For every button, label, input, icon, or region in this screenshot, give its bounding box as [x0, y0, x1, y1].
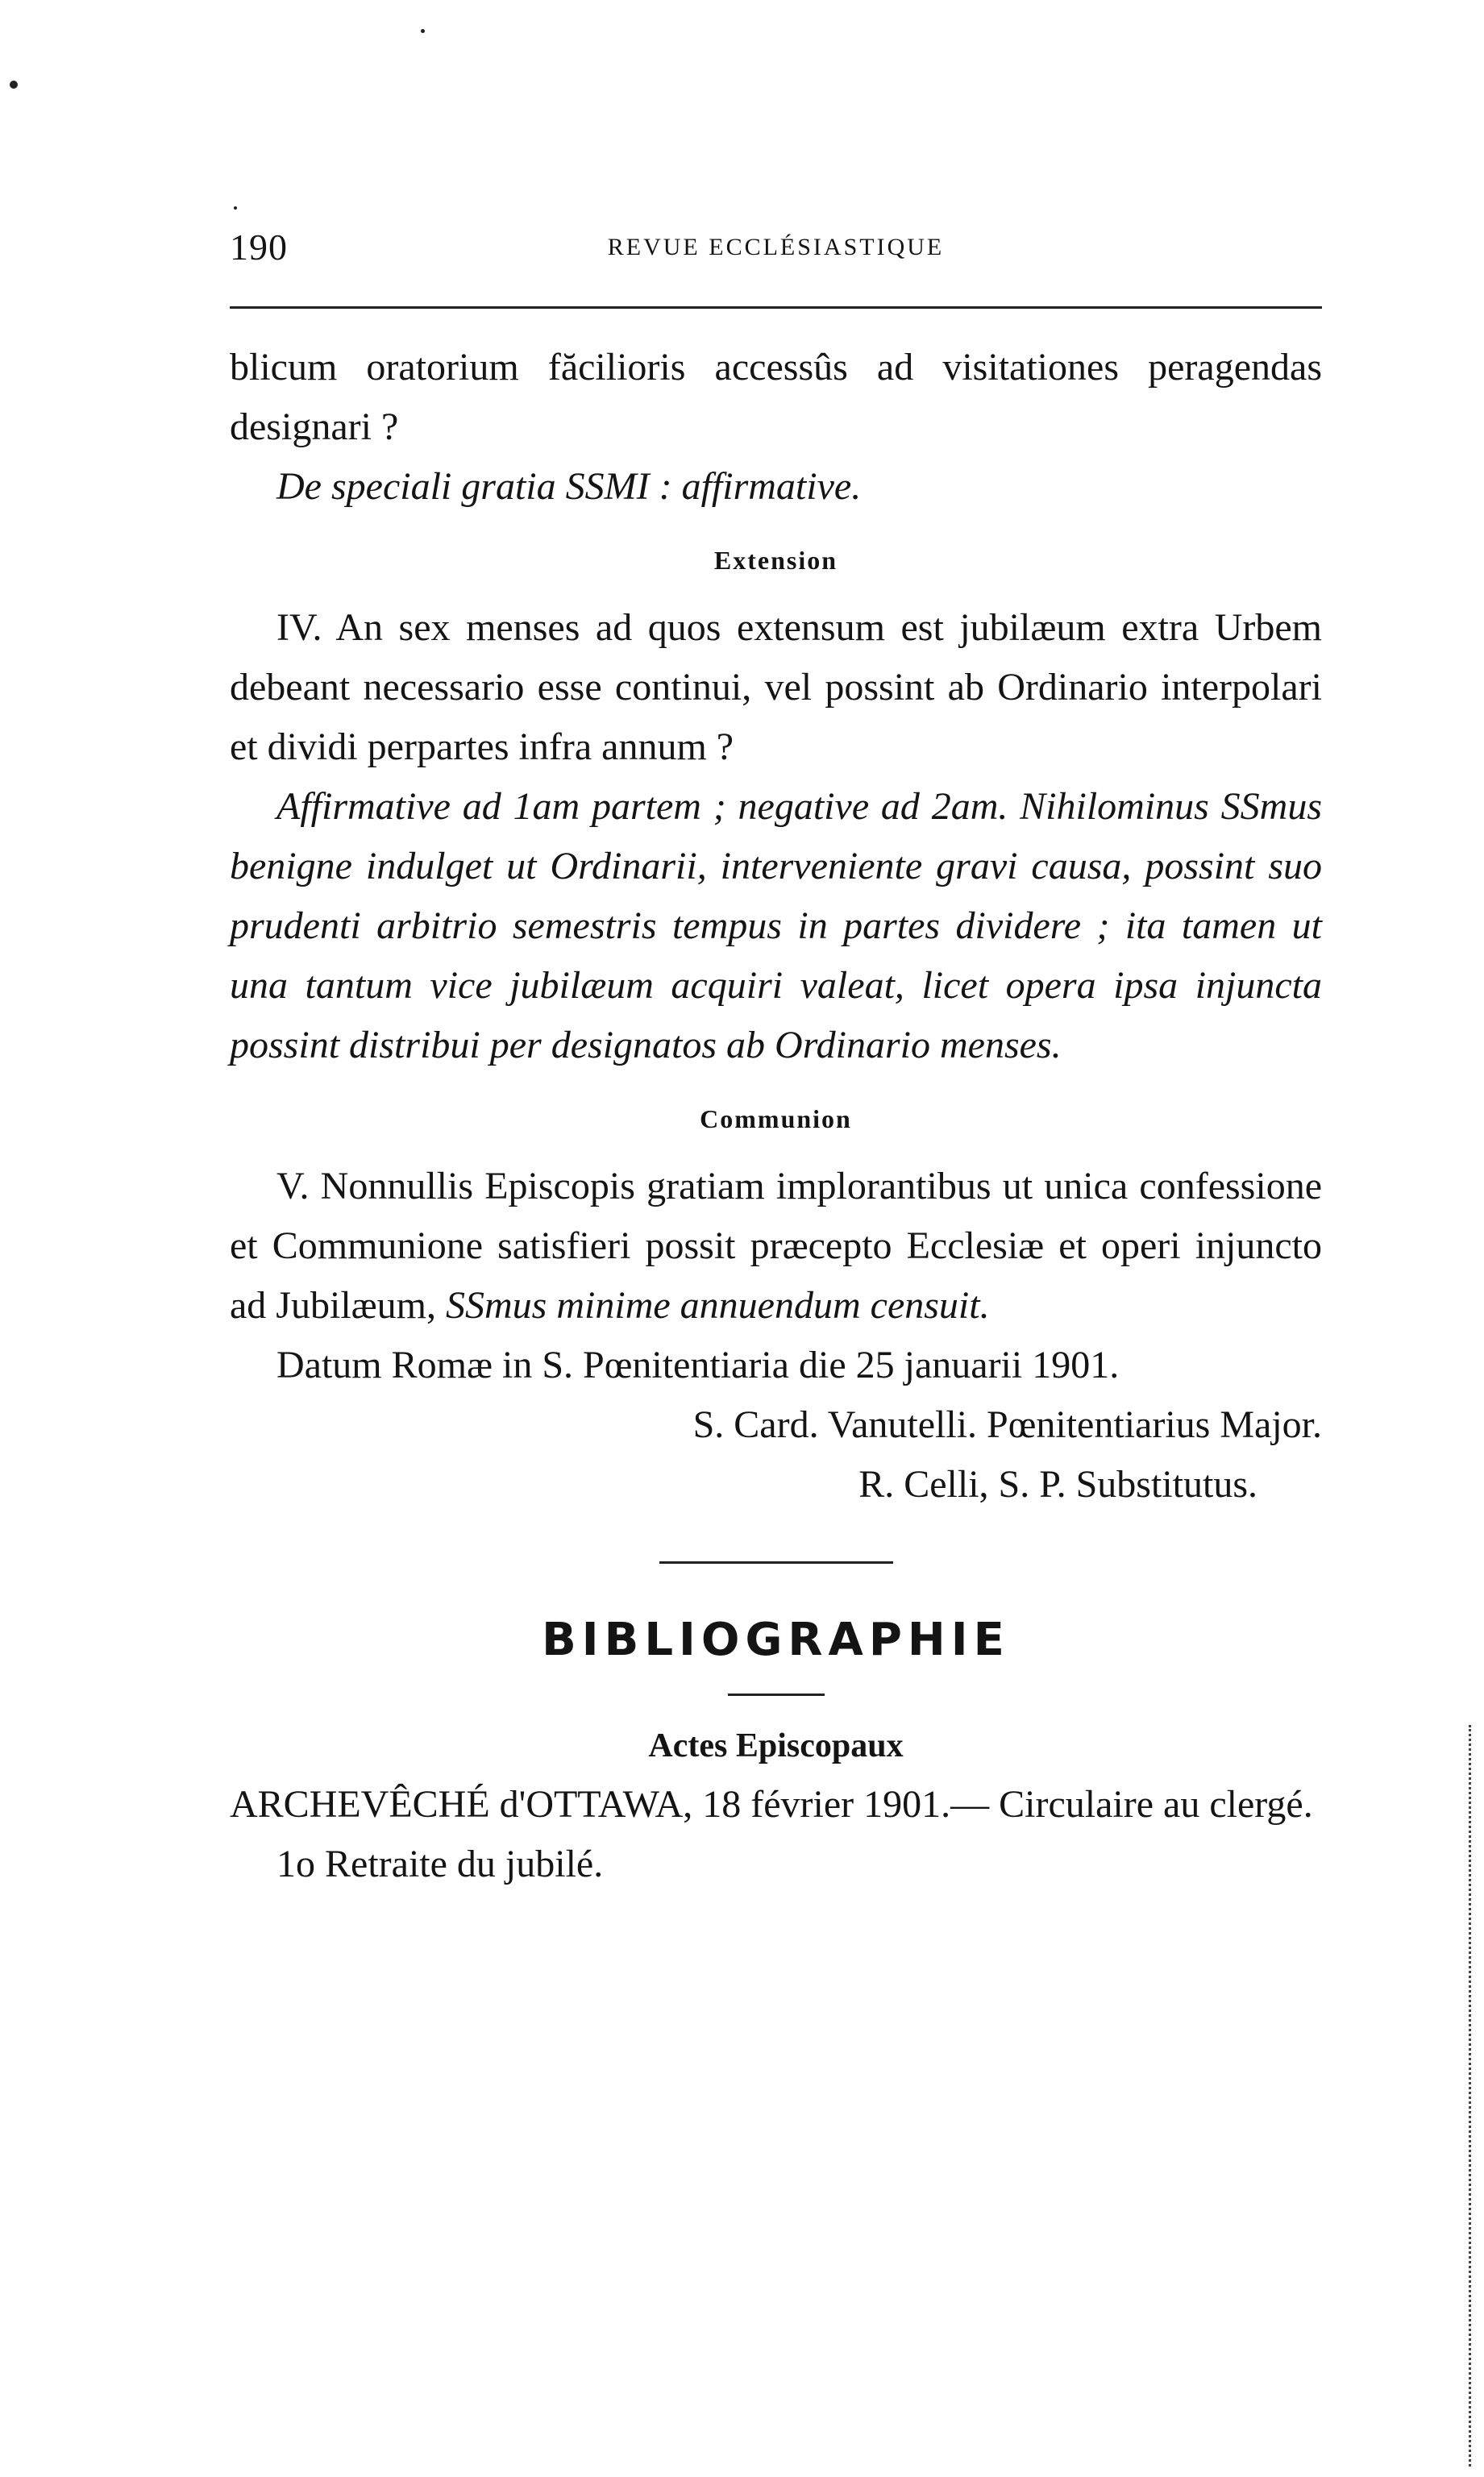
title-rule [728, 1694, 825, 1696]
question-text: V. Nonnullis Episcopis gratiam implorantibus ut unica confessione et Communione satisfieri possit præcepto Ecclesiæ et operi injuncto ad Jubilæum, [230, 1165, 1322, 1327]
page-edge [1469, 1725, 1474, 2467]
signature-line: S. Card. Vanutelli. Pœnitentiarius Major. [692, 1403, 1322, 1446]
bibliography-entry: ARCHEVÊCHÉ d'OTTAWA, 18 février 1901.— Circulaire au clergé. [230, 1783, 1313, 1826]
question-reply: SSmus minime annuendum censuit. [446, 1284, 990, 1327]
question-paragraph [230, 1157, 1322, 1336]
question-paragraph: IV. An sex menses ad quos extensum est jubilæum extra Urbem debeant necessario esse continui, vel possint ab Ordinario interpolari et dividi perpartes infra annum ? [230, 606, 1322, 768]
reply-paragraph: Affirmative ad 1am partem ; negative ad 2am. Nihilominus SSmus benigne indulget ut Ordinarii, interveniente gravi causa, possint suo prudenti arbitrio semestris tempus in partes dividere ; ita tamen ut una tantum vice jubilæum acquiri valeat, licet opera ipsa injuncta possint distribui per designatos ab Ordinario menses. [230, 785, 1322, 1066]
page [230, 226, 1322, 1894]
datum-line: Datum Romæ in S. Pœnitentiaria die 25 januarii 1901. [276, 1344, 1120, 1386]
print-speck [421, 29, 425, 33]
section-divider [659, 1561, 893, 1564]
page-number: 190 [230, 227, 288, 268]
list-item: 1o Retraite du jubilé. [276, 1843, 604, 1885]
continuation-paragraph: blicum oratorium făcilioris accessûs ad visitationes peragendas designari ? [230, 346, 1322, 448]
section-heading-extension: Extension [713, 546, 838, 575]
subsection-heading: Actes Episcopaux [648, 1727, 904, 1764]
section-heading-communion: Communion [700, 1104, 852, 1133]
reply-paragraph: De speciali gratia SSMI : affirmative. [276, 465, 862, 508]
bibliography-title: BIBLIOGRAPHIE [542, 1614, 1010, 1666]
print-speck [234, 206, 237, 210]
print-speck [10, 81, 18, 89]
header-rule [230, 306, 1322, 309]
page-header [230, 226, 1322, 290]
signature-line: R. Celli, S. P. Substitutus. [858, 1463, 1257, 1506]
running-head: REVUE ECCLÉSIASTIQUE [607, 234, 945, 260]
